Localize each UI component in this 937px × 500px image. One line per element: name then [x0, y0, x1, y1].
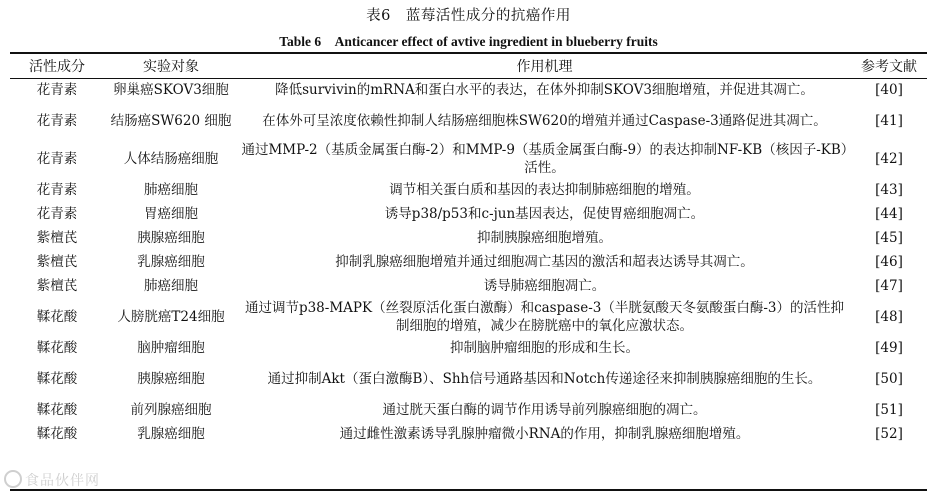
header-ingredient: 活性成分: [29, 59, 85, 75]
table-row: [10, 360, 927, 398]
cell-mechanism: 通过调节p38-MAPK（丝裂原活化蛋白激酶）和caspase-3（半胱氨酸天冬氨酸蛋白酶-3）的活性抑制细胞的增殖，减少在膀胱癌中的氧化应激状态。: [244, 300, 845, 334]
cell-subject: 肺癌细胞: [144, 278, 198, 294]
cell-ingredient: 鞣花酸: [36, 402, 78, 418]
cell-subject: 乳腺癌细胞: [137, 254, 205, 270]
header-row: [10, 54, 927, 78]
table-row: [10, 202, 927, 226]
cell-reference: [43]: [875, 182, 903, 198]
table-row: [10, 398, 927, 422]
table-row: [10, 78, 927, 102]
table-title-en: Table 6 Anticancer effect of avtive ingredient in blueberry fruits: [279, 34, 658, 49]
cell-subject: 脑肿瘤细胞: [137, 340, 205, 356]
table-row: [10, 226, 927, 250]
cell-ingredient: 紫檀芪: [36, 254, 78, 270]
cell-reference: [52]: [875, 426, 903, 442]
cell-reference: [49]: [875, 340, 903, 356]
cell-reference: [41]: [875, 113, 903, 129]
table-row: [10, 178, 927, 202]
bottom-rule: [10, 489, 927, 491]
cell-ingredient: 花青素: [36, 182, 78, 198]
header-subject: 实验对象: [143, 59, 199, 75]
cell-mechanism: 调节相关蛋白质和基因的表达抑制肺癌细胞的增殖。: [389, 182, 700, 198]
cell-subject: 肺癌细胞: [144, 182, 198, 198]
cell-subject: 胃癌细胞: [144, 206, 198, 222]
table-row: [10, 140, 927, 178]
cell-mechanism: 抑制乳腺癌细胞增殖并通过细胞凋亡基因的激活和超表达诱导其凋亡。: [335, 254, 754, 270]
cell-reference: [51]: [875, 402, 903, 418]
header-mechanism: 作用机理: [516, 59, 573, 75]
cell-mechanism: 诱导p38/p53和c-jun基因表达，促使胃癌细胞凋亡。: [384, 206, 705, 222]
cell-subject: 乳腺癌细胞: [137, 426, 205, 442]
cell-subject: 卵巢癌SKOV3细胞: [113, 82, 229, 98]
cell-reference: [46]: [875, 254, 903, 270]
table-row: [10, 102, 927, 140]
anticancer-table: [10, 54, 927, 446]
cell-reference: [48]: [875, 309, 903, 325]
cell-mechanism: 通过雌性激素诱导乳腺肿瘤微小RNA的作用，抑制乳腺癌细胞增殖。: [339, 426, 750, 442]
cell-ingredient: 花青素: [36, 82, 78, 98]
cell-mechanism: 通过MMP-2（基质金属蛋白酶-2）和MMP-9（基质金属蛋白酶-9）的表达抑制NF-KB（核因子-KB）活性。: [241, 142, 848, 176]
cell-reference: [47]: [875, 278, 903, 294]
cell-mechanism: 抑制脑肿瘤细胞的形成和生长。: [450, 340, 639, 356]
cell-mechanism: 诱导肺癌细胞凋亡。: [483, 278, 606, 294]
table-title-cn: 表6 蓝莓活性成分的抗癌作用: [366, 8, 571, 24]
cell-subject: 人膀胱癌T24细胞: [117, 309, 225, 325]
cell-reference: [50]: [875, 371, 903, 387]
table-row: [10, 250, 927, 274]
cell-ingredient: 紫檀芪: [36, 230, 78, 246]
cell-mechanism: 降低survivin的mRNA和蛋白水平的表达，在体外抑制SKOV3细胞增殖，并促进其凋亡。: [275, 82, 814, 98]
watermark-text: 食品伙伴网: [25, 473, 100, 489]
cell-ingredient: 花青素: [36, 206, 78, 222]
cell-reference: [40]: [875, 82, 903, 98]
cell-ingredient: 鞣花酸: [36, 371, 78, 387]
cell-mechanism: 在体外可呈浓度依赖性抑制人结肠癌细胞株SW620的增殖并通过Caspase-3通路促进其凋亡。: [262, 113, 827, 129]
cell-ingredient: 花青素: [36, 151, 78, 167]
cell-subject: 胰腺癌细胞: [137, 230, 205, 246]
table-row: [10, 274, 927, 298]
table-body: [10, 78, 927, 446]
table-row: [10, 336, 927, 360]
cell-reference: [45]: [875, 230, 903, 246]
watermark: [4, 470, 100, 490]
cell-ingredient: 鞣花酸: [36, 309, 78, 325]
table-row: [10, 298, 927, 336]
header-reference: 参考文献: [861, 59, 917, 75]
cell-ingredient: 紫檀芪: [36, 278, 78, 294]
table-row: [10, 422, 927, 446]
cell-mechanism: 抑制胰腺癌细胞增殖。: [477, 230, 612, 246]
cell-ingredient: 鞣花酸: [36, 340, 78, 356]
cell-ingredient: 花青素: [36, 113, 78, 129]
cell-reference: [42]: [875, 151, 903, 167]
cell-subject: 胰腺癌细胞: [137, 371, 205, 387]
cell-ingredient: 鞣花酸: [36, 426, 78, 442]
cell-mechanism: 通过抑制Akt（蛋白激酶B）、Shh信号通路基因和Notch传递途径来抑制胰腺癌细胞的生长。: [267, 371, 822, 387]
cell-subject: 人体结肠癌细胞: [123, 151, 219, 167]
cell-subject: 前列腺癌细胞: [130, 402, 212, 418]
cell-subject: 结肠癌SW620 细胞: [110, 113, 232, 129]
watermark-logo-icon: [4, 470, 22, 488]
cell-reference: [44]: [875, 206, 903, 222]
cell-mechanism: 通过胱天蛋白酶的调节作用诱导前列腺癌细胞的凋亡。: [382, 402, 707, 418]
